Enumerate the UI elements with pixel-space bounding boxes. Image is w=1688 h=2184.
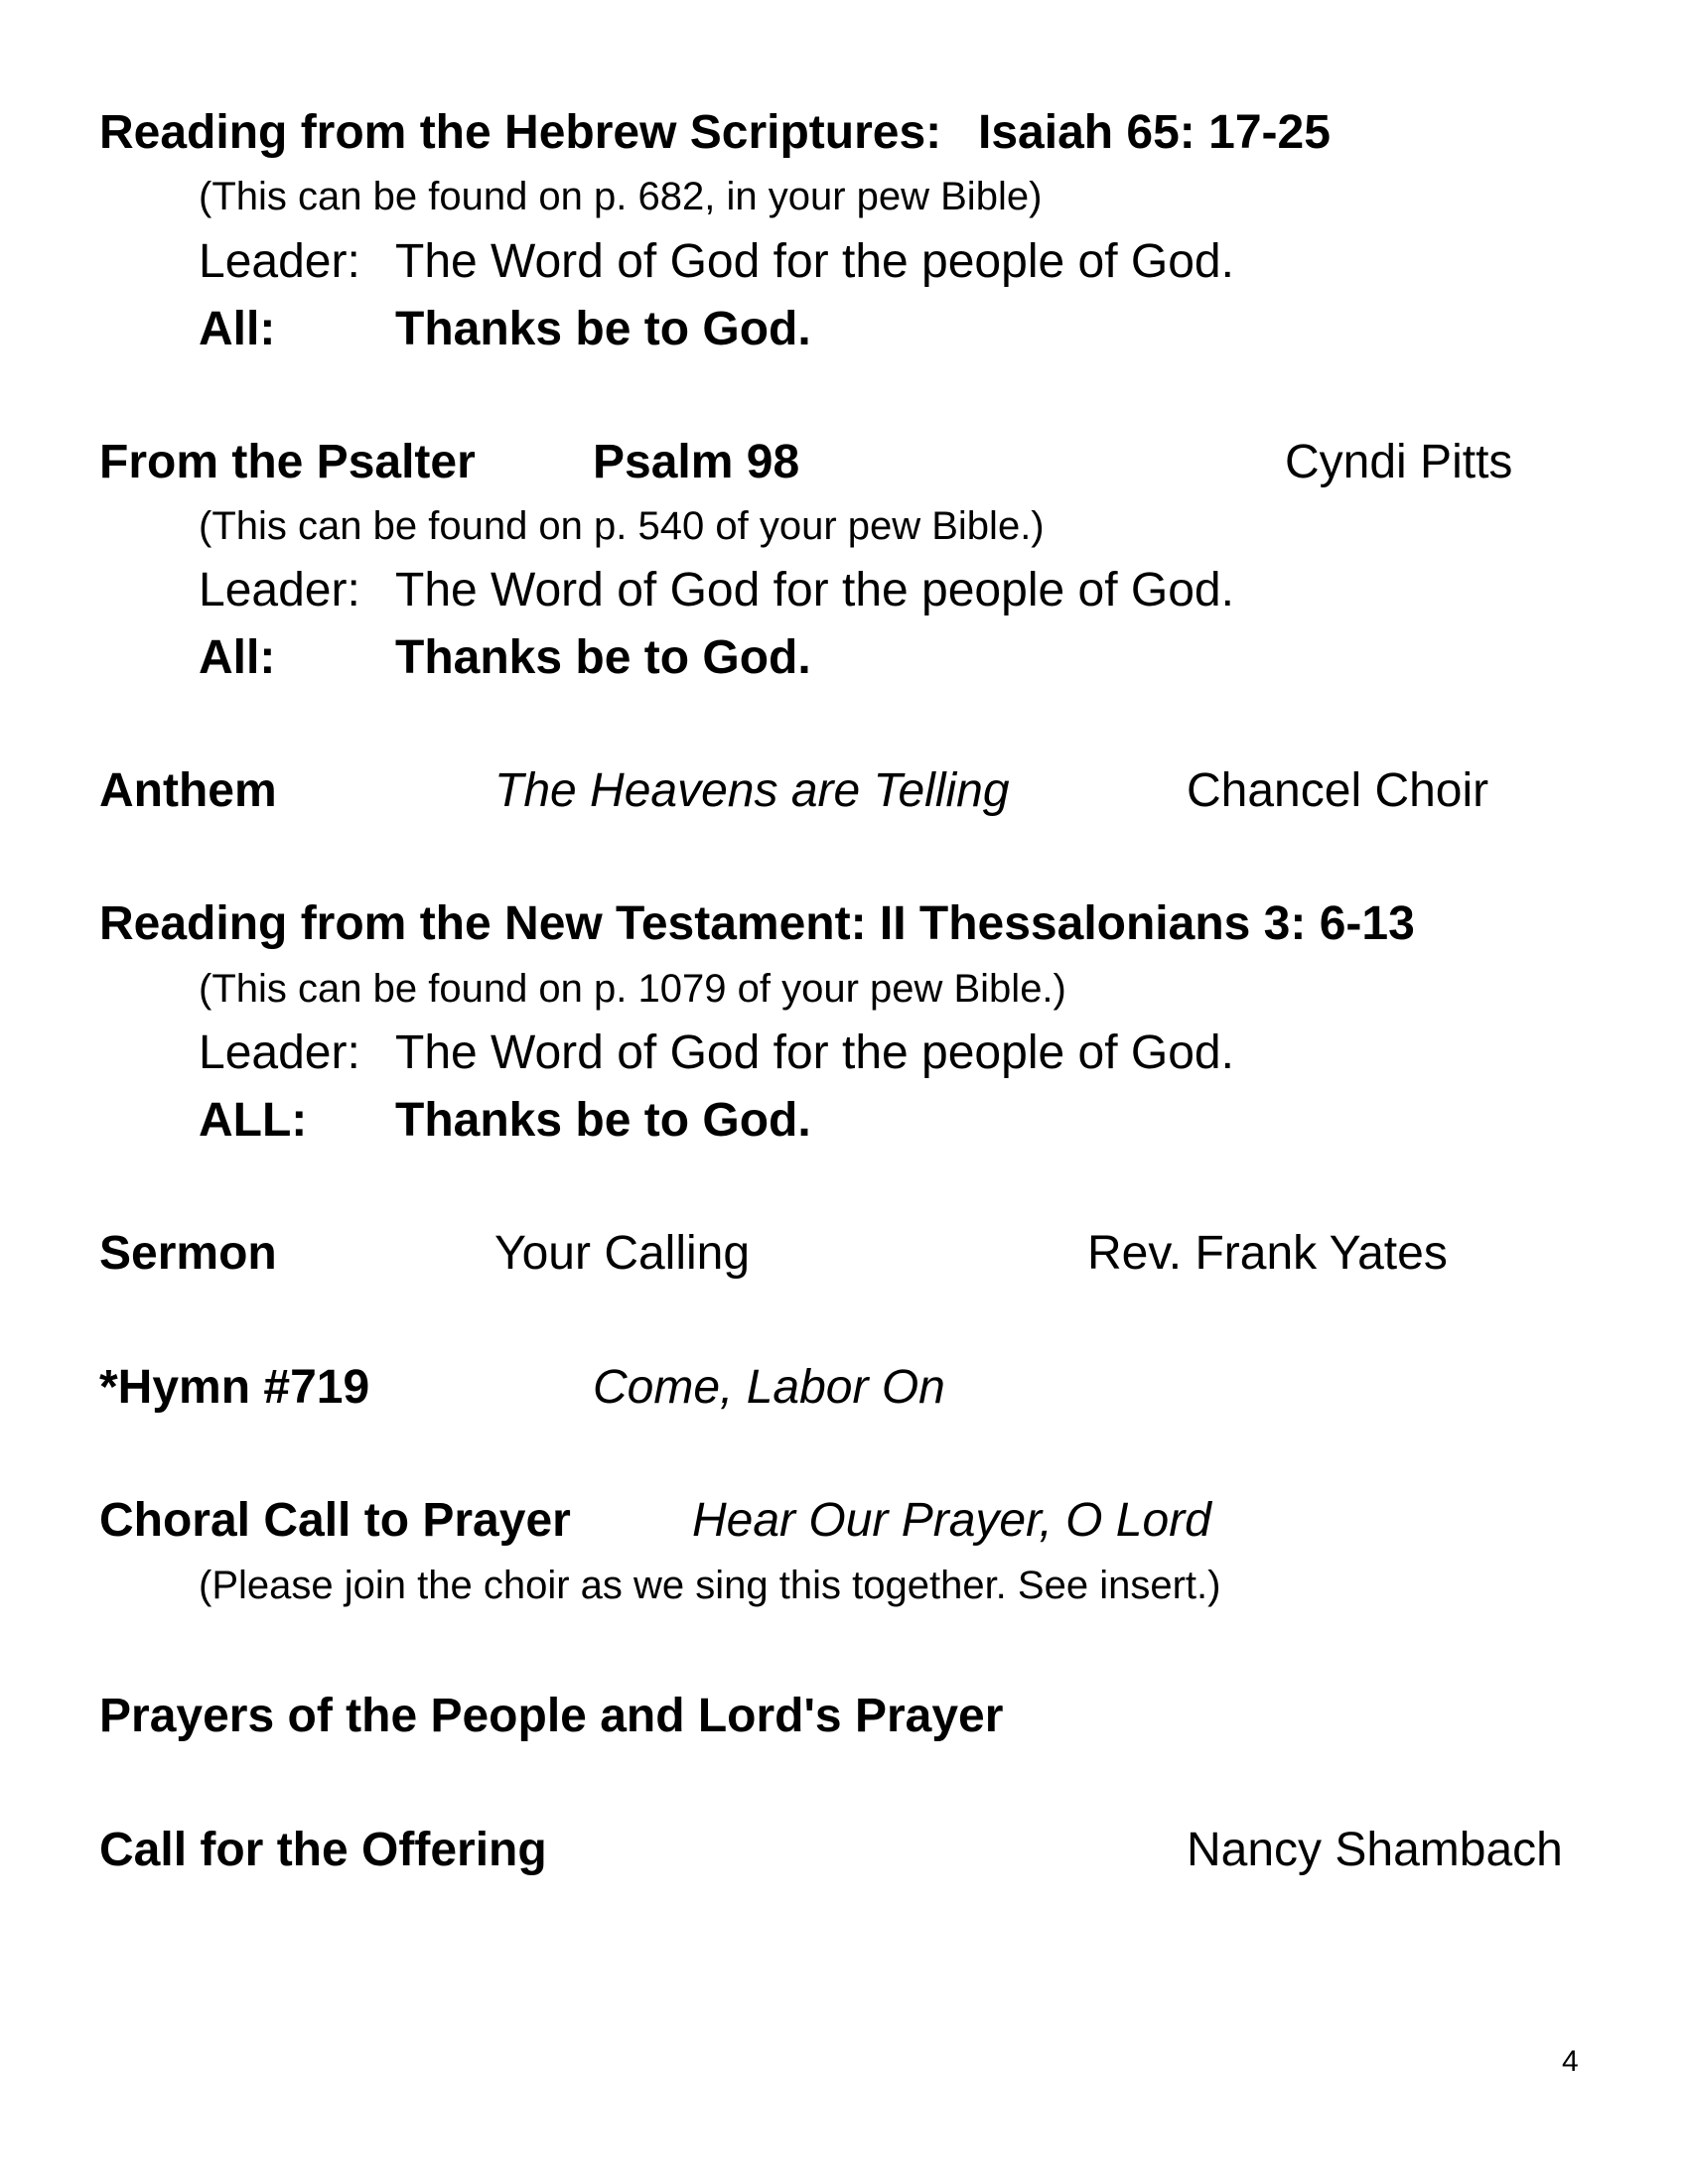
offering-leader: Nancy Shambach xyxy=(1187,1824,1563,1876)
hebrew-leader-text: The Word of God for the people of God. xyxy=(395,235,1234,288)
hebrew-leader-label: Leader: xyxy=(199,235,360,288)
choral-call-note: (Please join the choir as we sing this together. See insert.) xyxy=(199,1564,1221,1607)
psalter-reader: Cyndi Pitts xyxy=(1285,436,1513,488)
prayers-title: Prayers of the People and Lord's Prayer xyxy=(99,1690,1004,1742)
choral-call-piece: Hear Our Prayer, O Lord xyxy=(692,1494,1211,1547)
hebrew-reading-note: (This can be found on p. 682, in your pew Bible) xyxy=(199,175,1043,218)
psalter-all-label: All: xyxy=(199,631,276,684)
psalter-leader-text: The Word of God for the people of God. xyxy=(395,564,1234,616)
nt-leader-label: Leader: xyxy=(199,1026,360,1079)
psalter-note: (This can be found on p. 540 of your pew Bible.) xyxy=(199,504,1045,548)
nt-all-label: ALL: xyxy=(199,1094,308,1147)
psalter-leader-label: Leader: xyxy=(199,564,360,616)
psalter-all-text: Thanks be to God. xyxy=(395,631,811,684)
psalter-reference: Psalm 98 xyxy=(593,436,800,488)
nt-reading-note: (This can be found on p. 1079 of your pew Bible.) xyxy=(199,967,1066,1011)
anthem-title: Anthem xyxy=(99,764,277,817)
nt-all-text: Thanks be to God. xyxy=(395,1094,811,1147)
hymn-title: *Hymn #719 xyxy=(99,1361,370,1414)
hebrew-all-label: All: xyxy=(199,303,276,355)
nt-reading-title: Reading from the New Testament: II Thessalonians 3: 6-13 xyxy=(99,897,1415,950)
hebrew-reading-reference: Isaiah 65: 17-25 xyxy=(978,106,1331,159)
choral-call-title: Choral Call to Prayer xyxy=(99,1494,571,1547)
psalter-title: From the Psalter xyxy=(99,436,476,488)
hebrew-all-text: Thanks be to God. xyxy=(395,303,811,355)
offering-title: Call for the Offering xyxy=(99,1824,547,1876)
sermon-preacher: Rev. Frank Yates xyxy=(1087,1227,1448,1280)
anthem-piece: The Heavens are Telling xyxy=(494,764,1010,817)
sermon-subject: Your Calling xyxy=(494,1227,751,1280)
nt-leader-text: The Word of God for the people of God. xyxy=(395,1026,1234,1079)
hymn-name: Come, Labor On xyxy=(593,1361,945,1414)
sermon-title: Sermon xyxy=(99,1227,277,1280)
anthem-performer: Chancel Choir xyxy=(1187,764,1489,817)
page-number: 4 xyxy=(1562,2045,1579,2078)
hebrew-reading-title: Reading from the Hebrew Scriptures: xyxy=(99,106,942,159)
